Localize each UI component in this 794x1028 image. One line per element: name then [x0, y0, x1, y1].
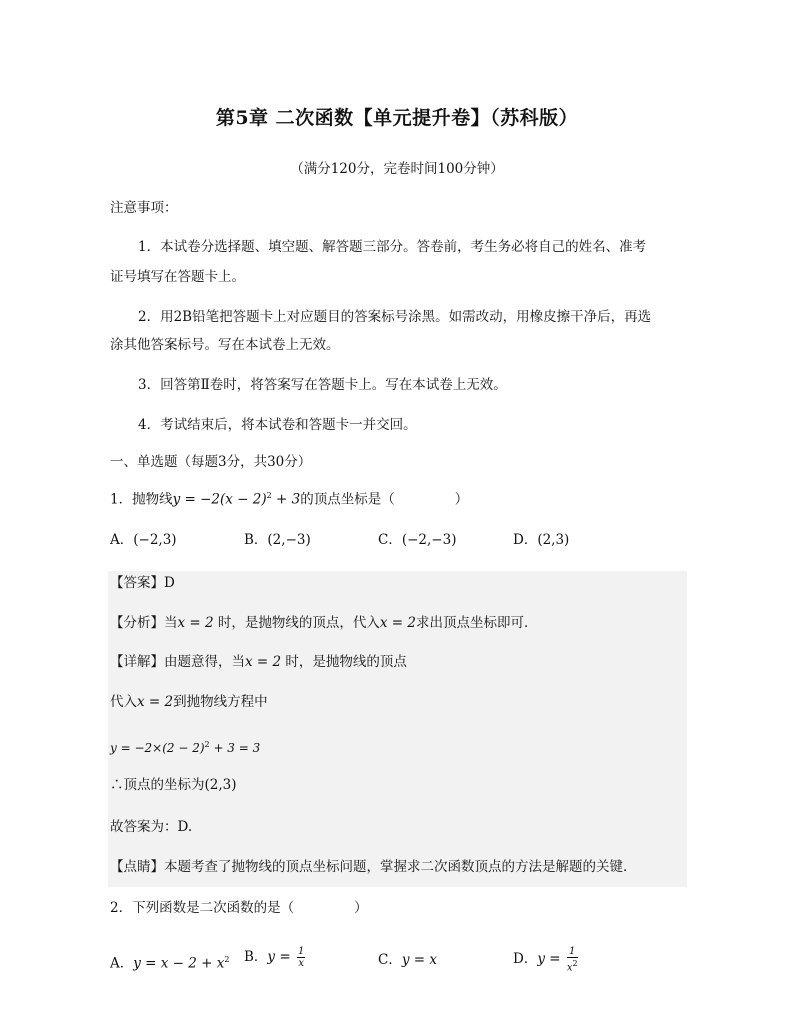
- q1-calc-tail: + 3 = 3: [209, 741, 261, 755]
- q1-analysis-x: x = 2: [177, 615, 214, 631]
- q2-option-c: [378, 950, 437, 970]
- q2-option-b-denominator: x: [298, 958, 304, 969]
- q2-option-b-fraction: [297, 946, 305, 969]
- q1-comment: [110, 857, 637, 877]
- q1-option-d: D．(2,3): [513, 532, 570, 548]
- q1-detail-label: 【详解】: [110, 654, 164, 670]
- notice-item-2-line-1: 2．用2B铅笔把答题卡上对应题目的答案标号涂黑。如需改动，用橡皮擦干净后，再选: [138, 309, 652, 325]
- page-subtitle: （满分120分，完卷时间100分钟）: [290, 161, 504, 177]
- q2-option-d-fraction: [567, 946, 578, 973]
- q1-formula: y = −2(x − 2): [172, 491, 267, 508]
- q1-suffix: 的顶点坐标是（: [300, 491, 395, 508]
- q1-formula-exponent: 2: [266, 491, 272, 500]
- q1-vertex: ∴顶点的坐标为(2,3): [110, 777, 237, 793]
- q2-option-d-denominator-exponent: 2: [572, 959, 578, 968]
- q1-detail-x: x = 2: [245, 654, 282, 670]
- q1-comment-text: 本题考查了抛物线的顶点坐标问题，掌握求二次函数顶点的方法是解题的关键．: [164, 859, 637, 875]
- q1-analysis-text-2: 时，是抛物线的顶点，代入: [213, 615, 380, 631]
- q1-option-c: C．(−2,−3): [378, 532, 457, 548]
- q2-option-b: [244, 946, 307, 969]
- q1-detail-text-2: 时，是抛物线的顶点: [281, 654, 407, 670]
- section-heading: 一、单选题（每题3分，共30分）: [110, 454, 312, 470]
- q1-prefix: 1．抛物线: [110, 491, 173, 508]
- q2-option-a-label: A．: [110, 955, 134, 972]
- q1-close: ）: [454, 491, 469, 508]
- notice-item-1-line-2: 证号填写在答题卡上。: [110, 269, 245, 285]
- q2-close: ）: [354, 900, 368, 916]
- notice-item-1-line-1: 1．本试卷分选择题、填空题、解答题三部分。答卷前，考生务必将自己的姓名、准考: [138, 239, 647, 255]
- q1-answer: 【答案】D: [110, 575, 175, 591]
- q2-option-a-formula: y = x − 2 + x: [133, 955, 225, 972]
- q1-analysis-label: 【分析】: [110, 615, 164, 631]
- q1-formula-tail: + 3: [271, 491, 301, 508]
- q2-option-d-lhs: y =: [537, 951, 565, 968]
- q1-substitute-text-2: 到抛物线方程中: [173, 694, 268, 710]
- q1-option-a: A．(−2,3): [110, 532, 177, 548]
- notice-item-3: 3．回答第Ⅱ卷时，将答案写在答题卡上。写在本试卷上无效。: [138, 377, 507, 393]
- question-1-stem: [110, 486, 468, 510]
- notice-item-4: 4．考试结束后，将本试卷和答题卡一并交回。: [138, 417, 417, 433]
- q1-option-b: B．(2,−3): [244, 532, 311, 548]
- notice-heading: 注意事项：: [110, 200, 178, 216]
- q2-option-c-label: C．: [378, 952, 402, 968]
- q1-detail-text-1: 由题意得，当: [164, 654, 245, 670]
- q2-option-d-label: D．: [513, 951, 538, 968]
- q1-conclusion: 故答案为：D.: [110, 819, 193, 835]
- q1-analysis-text-3: 求出顶点坐标即可．: [416, 615, 538, 631]
- q2-option-d-denominator-base: x: [566, 962, 573, 974]
- q1-calc-exponent: 2: [204, 740, 210, 749]
- q1-analysis-x2: x = 2: [379, 615, 417, 631]
- q1-analysis: [110, 613, 538, 633]
- notice-item-2-line-2: 涂其他答案标号。写在本试卷上无效。: [110, 337, 340, 353]
- question-2-stem: [110, 898, 368, 918]
- q1-calculation: [110, 735, 260, 758]
- q2-option-d-denominator: [567, 958, 578, 973]
- q1-comment-label: 【点睛】: [110, 859, 164, 875]
- q2-option-d: [513, 946, 580, 973]
- q2-option-b-lhs: y =: [267, 949, 295, 965]
- q2-option-a-exponent: 2: [224, 955, 230, 964]
- q1-analysis-text-1: 当: [164, 615, 178, 631]
- q2-option-b-numerator: 1: [297, 946, 305, 957]
- q2-stem-text: 2．下列函数是二次函数的是（: [110, 900, 295, 916]
- q1-calc-main: y = −2×(2 − 2): [110, 741, 205, 755]
- q2-option-c-formula: y = x: [401, 952, 437, 968]
- page-title: 第5章 二次函数【单元提升卷】（苏科版）: [215, 107, 579, 129]
- q2-option-d-numerator: 1: [567, 946, 578, 958]
- q1-substitute-x: x = 2: [137, 694, 174, 710]
- q2-option-a: [110, 950, 229, 974]
- q1-detail: [110, 652, 407, 672]
- q1-substitute-text-1: 代入: [110, 694, 137, 710]
- q2-option-b-label: B．: [244, 949, 268, 965]
- q1-substitute: [110, 692, 268, 712]
